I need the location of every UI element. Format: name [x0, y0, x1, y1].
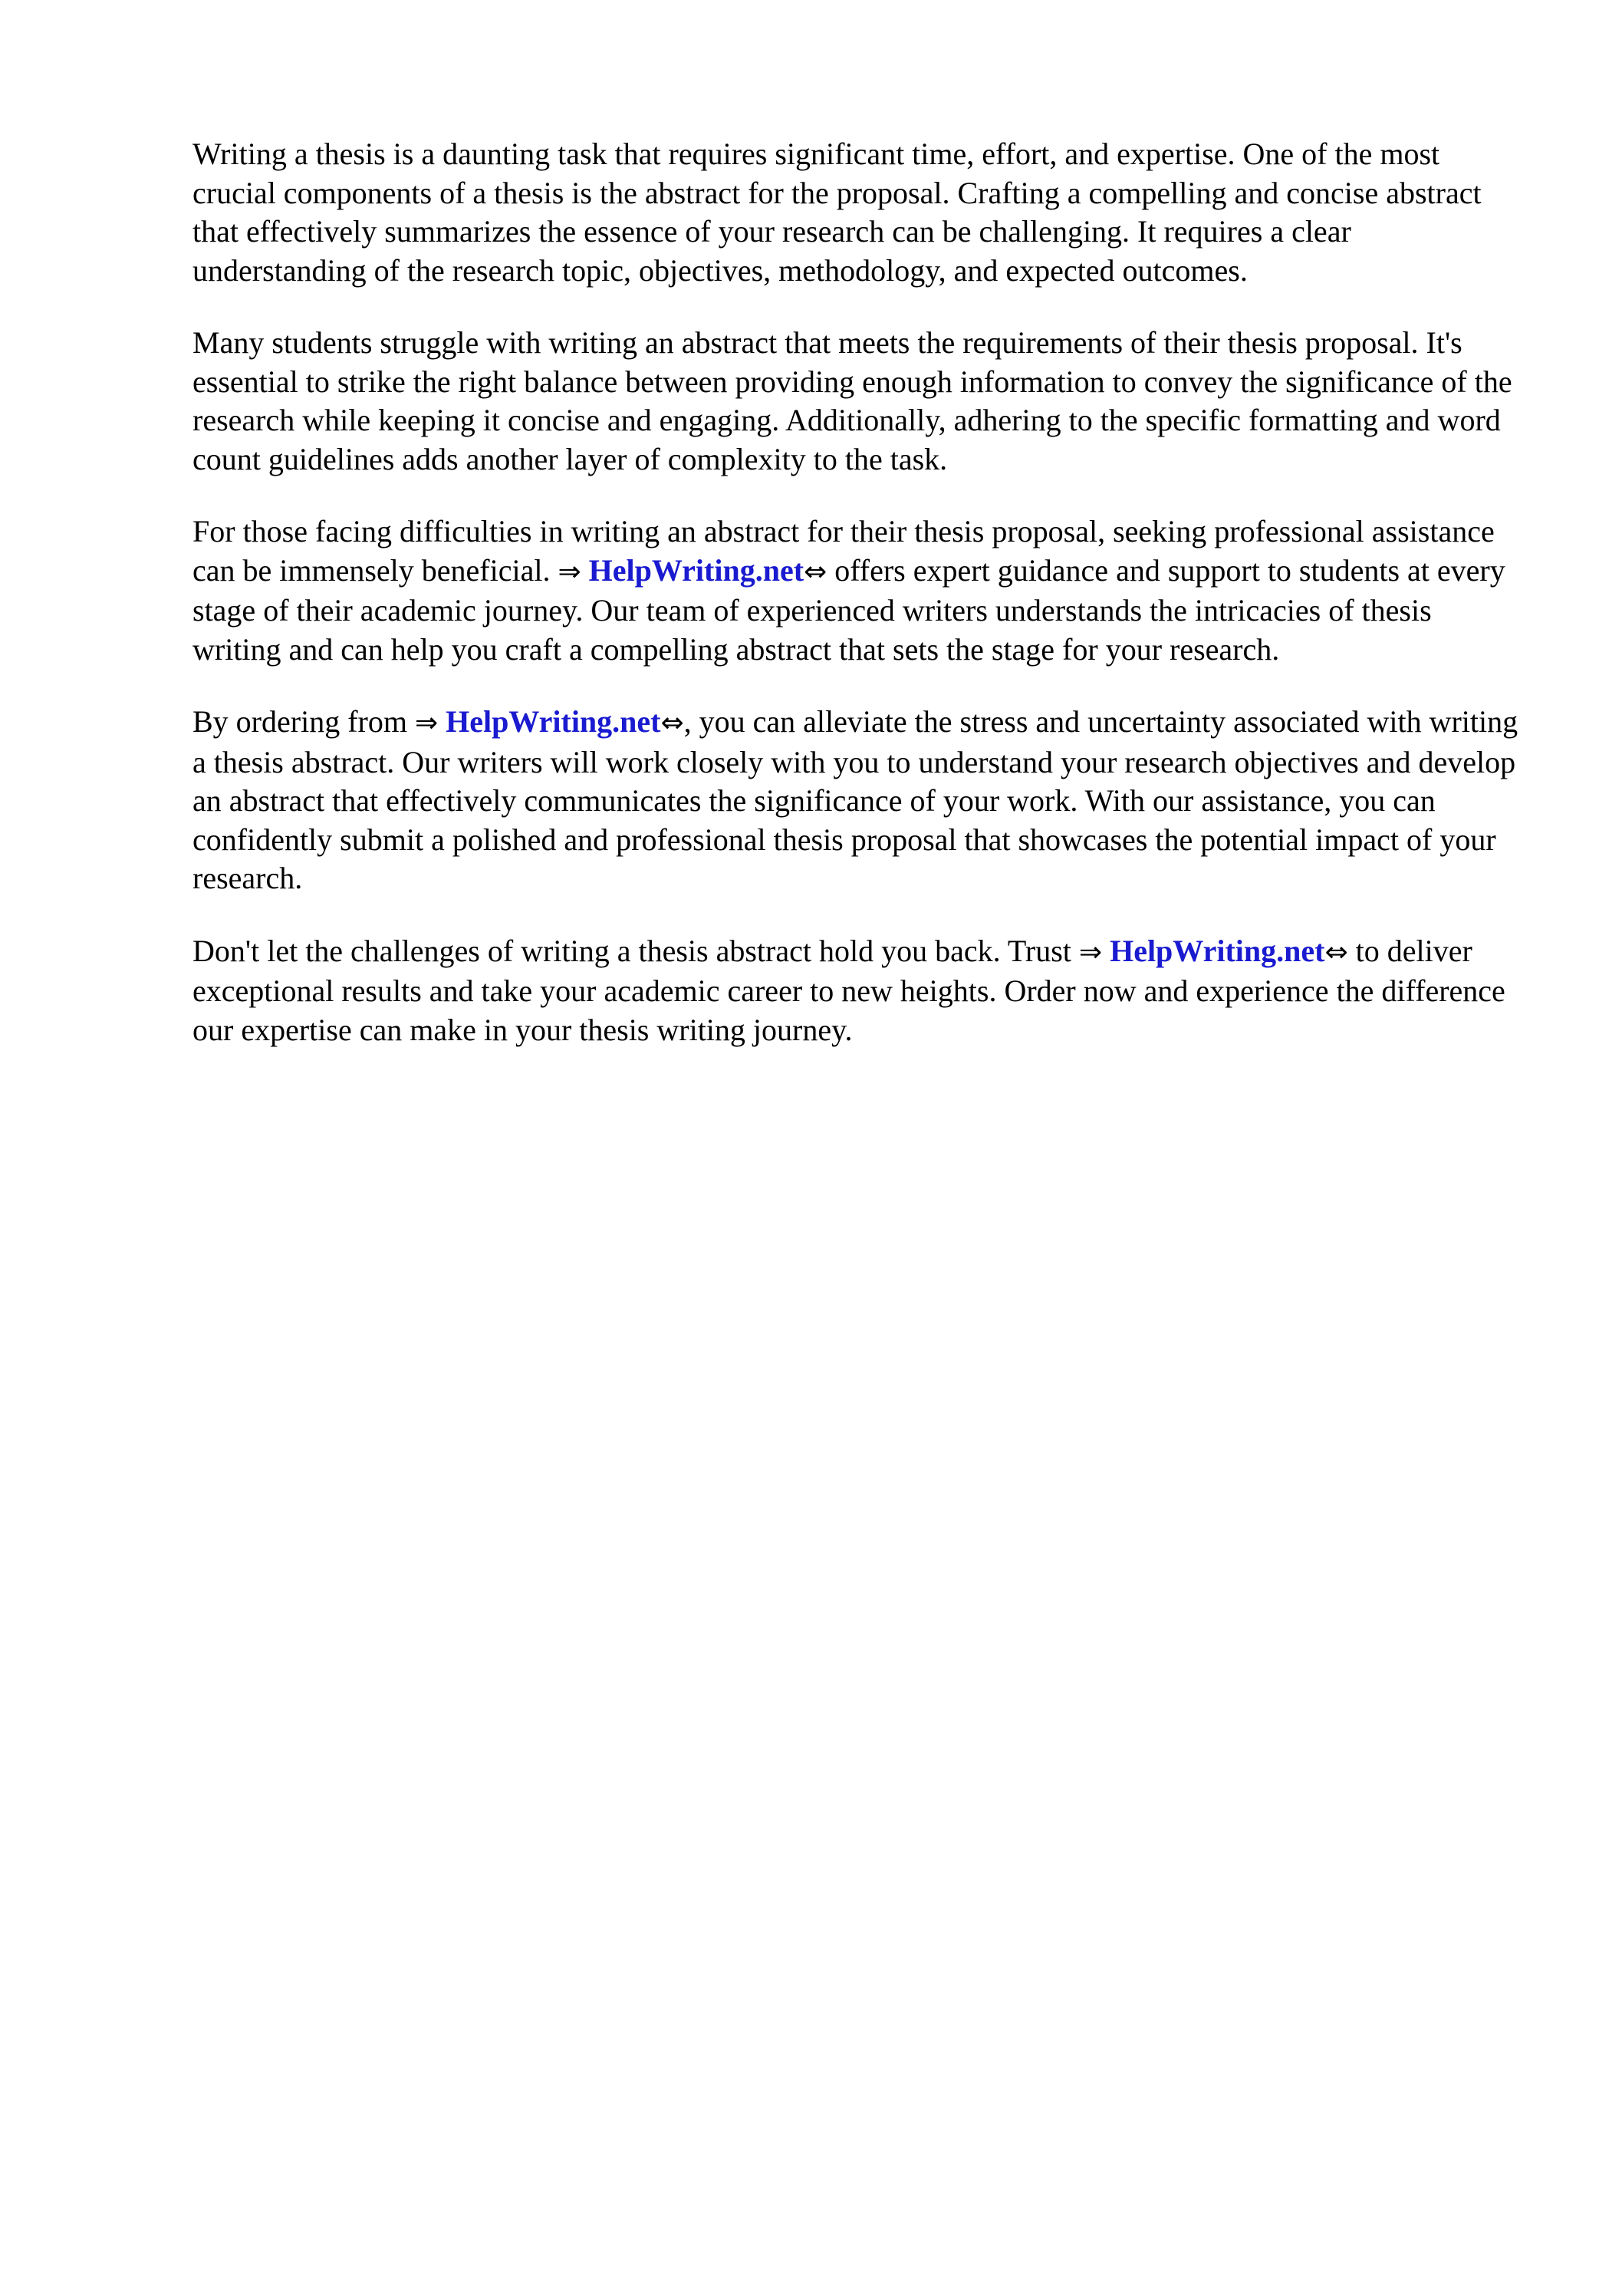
paragraph-3-text-before: For those facing difficulties in writing an abstract for their thesis proposal, seeking professional assistance can be immensely beneficial.: [192, 514, 1495, 588]
double-arrow-right-icon: ⇒: [558, 555, 581, 588]
paragraph-2: [192, 324, 1519, 479]
paragraph-2-text: Many students struggle with writing an abstract that meets the requirements of their thesis proposal. It's essential to strike the right balance between providing enough information to convey the significance of the research while keeping it concise and engaging. Additionally, adhering to the specific formatting and word count guidelines adds another layer of complexity to the task.: [192, 325, 1512, 476]
paragraph-4-text-before: By ordering from: [192, 704, 415, 739]
helpwriting-link[interactable]: HelpWriting.net: [588, 552, 804, 588]
paragraph-3: [192, 512, 1519, 669]
double-arrow-right-icon: ⇒: [414, 707, 439, 739]
helpwriting-link[interactable]: HelpWriting.net: [1110, 933, 1325, 968]
paragraph-3-text-after: offers expert guidance and support to students at every stage of their academic journey. Our team of experienced writers understands the intricacies of thesis writing and can help you craft a compelling abstract that sets the stage for your research.: [192, 552, 1505, 667]
paragraph-1: [192, 135, 1519, 290]
double-arrow-both-icon: ⇔: [660, 707, 684, 739]
paragraph-5: [192, 932, 1519, 1050]
paragraph-4: [192, 703, 1519, 898]
paragraph-1-text: Writing a thesis is a daunting task that requires significant time, effort, and expertise. One of the most crucial components of a thesis is the abstract for the proposal. Crafting a compelling and concise abstract that effectively summarizes the essence of your research can be challenging. It requires a clear understanding of the research topic, objectives, methodology, and expected outcomes.: [192, 137, 1482, 288]
double-arrow-right-icon: ⇒: [1078, 936, 1103, 968]
double-arrow-both-icon: ⇔: [1324, 936, 1348, 968]
document-body: [192, 135, 1519, 1083]
paragraph-5-text-after: to deliver exceptional results and take your academic career to new heights. Order now and experience the difference our expertise can make in your thesis writing journey.: [192, 933, 1505, 1047]
paragraph-5-text-before: Don't let the challenges of writing a thesis abstract hold you back. Trust: [192, 933, 1079, 968]
helpwriting-link[interactable]: HelpWriting.net: [446, 704, 661, 739]
paragraph-4-text-after: , you can alleviate the stress and uncertainty associated with writing a thesis abstract. Our writers will work closely with you to understand your research objectives and develop an abstract that effectively communicates the significance of your work. With our assistance, you can confidently submit a polished and professional thesis proposal that showcases the potential impact of your research.: [192, 704, 1518, 895]
double-arrow-both-icon: ⇔: [804, 555, 827, 588]
